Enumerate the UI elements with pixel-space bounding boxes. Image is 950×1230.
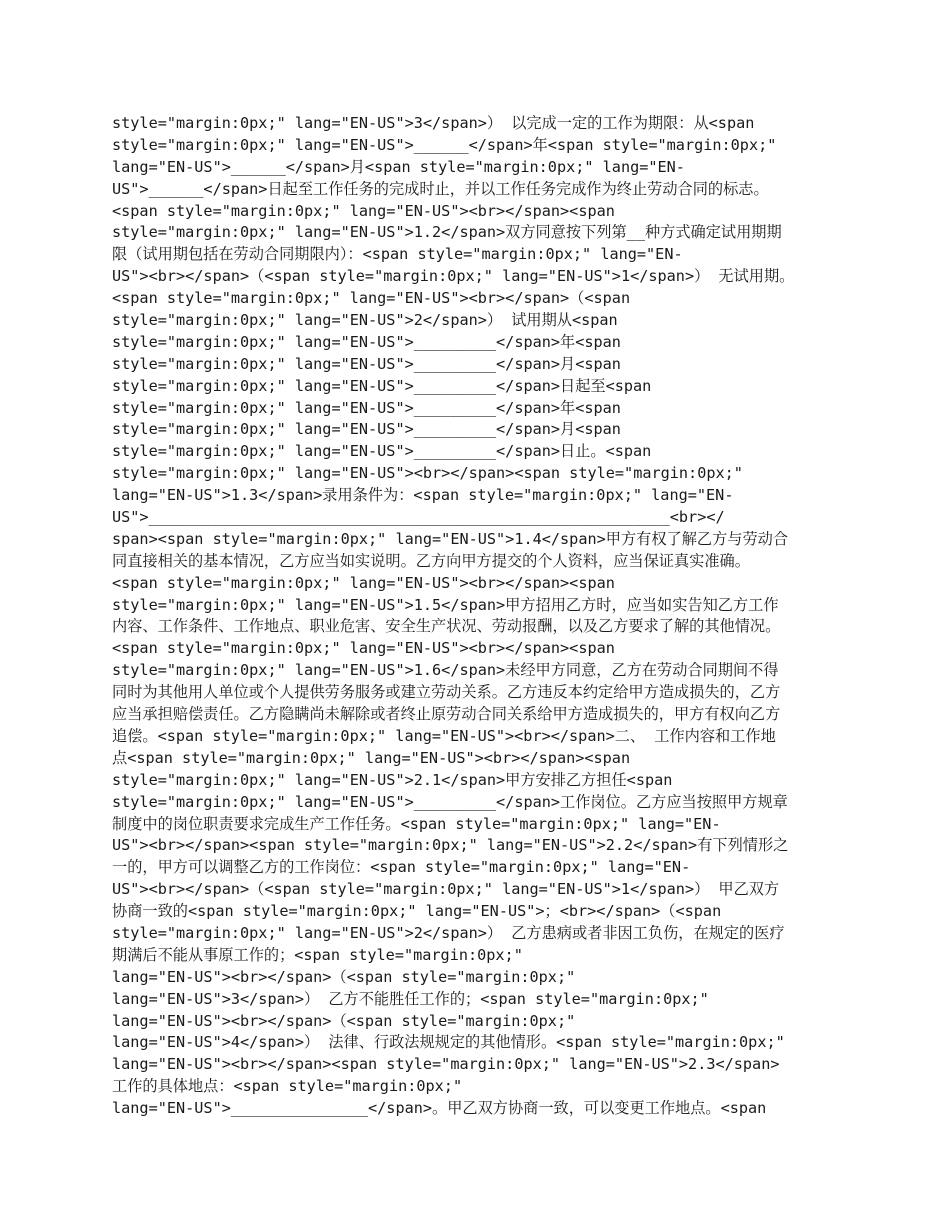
text-line: style="margin:0px;" lang="EN-US">1.5</span>甲方招用乙方时，应当如实告知乙方工作 <box>112 595 779 614</box>
text-line: <span style="margin:0px;" lang="EN-US"><br></span><span <box>112 201 615 220</box>
text-line: style="margin:0px;" lang="EN-US">_________</span>工作岗位。乙方应当按照甲方规章 <box>112 792 788 811</box>
text-line: 同直接相关的基本情况，乙方应当如实说明。乙方向甲方提交的个人资料，应当保证真实准确。 <box>112 551 750 570</box>
text-line: lang="EN-US"><br></span><span style="margin:0px;" lang="EN-US">2.3</span> <box>112 1055 780 1074</box>
text-line: 工作的具体地点：<span style="margin:0px;" <box>112 1077 463 1096</box>
text-line: <span style="margin:0px;" lang="EN-US"><br></span>（<span <box>112 289 631 308</box>
text-line: style="margin:0px;" lang="EN-US">3</span>） 以完成一定的工作为期限：从<span <box>112 114 755 132</box>
text-line: US">______</span>日起至工作任务的完成时止，并以工作任务完成作为终止劳动合同的标志。 <box>112 179 769 198</box>
text-line: lang="EN-US">3</span>） 乙方不能胜任工作的；<span style="margin:0px;" <box>112 989 709 1008</box>
text-line: style="margin:0px;" lang="EN-US">1.6</span>未经甲方同意，乙方在劳动合同期间不得 <box>112 661 779 680</box>
text-line: style="margin:0px;" lang="EN-US">2</span>） 试用期从<span <box>112 311 618 330</box>
text-line: lang="EN-US"><br></span>（<span style="margin:0px;" <box>112 1011 576 1030</box>
text-line: <span style="margin:0px;" lang="EN-US"><br></span><span <box>112 573 615 592</box>
text-line: style="margin:0px;" lang="EN-US">2.1</span>甲方安排乙方担任<span <box>112 770 673 789</box>
text-line: style="margin:0px;" lang="EN-US">_________</span>年<span <box>112 398 621 417</box>
text-line: style="margin:0px;" lang="EN-US">_________</span>年<span <box>112 332 621 351</box>
text-line: US"><br></span>（<span style="margin:0px;" lang="EN-US">1</span>） 甲乙双方 <box>112 880 780 899</box>
text-line: 一的，甲方可以调整乙方的工作岗位：<span style="margin:0px;" lang="EN- <box>112 858 691 877</box>
text-line: US"><br></span><span style="margin:0px;" lang="EN-US">2.2</span>有下列情形之 <box>112 836 789 855</box>
document-body-text <box>112 113 842 1120</box>
text-line: style="margin:0px;" lang="EN-US">_________</span>月<span <box>112 354 621 373</box>
text-line: 限（试用期包括在劳动合同期限内）：<span style="margin:0px;" lang="EN- <box>112 245 683 264</box>
text-line: lang="EN-US"><br></span>（<span style="margin:0px;" <box>112 967 576 986</box>
text-line: style="margin:0px;" lang="EN-US">2</span>） 乙方患病或者非因工负伤，在规定的医疗 <box>112 923 785 942</box>
text-line: lang="EN-US">1.3</span>录用条件为：<span style="margin:0px;" lang="EN- <box>112 486 734 505</box>
text-line: 追偿。<span style="margin:0px;" lang="EN-US"><br></span>二、 工作内容和工作地 <box>112 726 776 745</box>
text-line: US">_________________________________________________________<br></ <box>112 508 725 527</box>
text-line: lang="EN-US">4</span>） 法律、行政法规规定的其他情形。<span style="margin:0px;" <box>112 1033 785 1052</box>
text-line: lang="EN-US">_______________</span>。甲乙双方协商一致，可以变更工作地点。<span <box>112 1099 767 1118</box>
text-line: style="margin:0px;" lang="EN-US">_________</span>日止。<span <box>112 442 652 461</box>
text-line: 同时为其他用人单位或个人提供劳务服务或建立劳动关系。乙方违反本约定给甲方造成损失的，乙方 <box>112 683 781 702</box>
text-line: US"><br></span>（<span style="margin:0px;" lang="EN-US">1</span>） 无试用期。 <box>112 267 795 286</box>
text-line: 期满后不能从事原工作的；<span style="margin:0px;" <box>112 945 523 964</box>
text-line: style="margin:0px;" lang="EN-US">______</span>年<span style="margin:0px;" <box>112 135 777 154</box>
text-line: style="margin:0px;" lang="EN-US">_________</span>日起至<span <box>112 376 652 395</box>
text-line: span><span style="margin:0px;" lang="EN-US">1.4</span>甲方有权了解乙方与劳动合 <box>112 529 789 548</box>
text-line: 内容、工作条件、工作地点、职业危害、安全生产状况、劳动报酬，以及乙方要求了解的其他情况。 <box>112 617 781 636</box>
text-line: style="margin:0px;" lang="EN-US"><br></span><span style="margin:0px;" <box>112 464 743 483</box>
text-line: style="margin:0px;" lang="EN-US">_________</span>月<span <box>112 420 621 439</box>
text-line: lang="EN-US">______</span>月<span style="margin:0px;" lang="EN- <box>112 157 685 176</box>
text-line: 制度中的岗位职责要求完成生产工作任务。<span style="margin:0px;" lang="EN- <box>112 814 721 833</box>
text-line: 点<span style="margin:0px;" lang="EN-US"><br></span><span <box>112 748 631 767</box>
text-line: 协商一致的<span style="margin:0px;" lang="EN-US">；<br></span>（<span <box>112 902 722 921</box>
text-line: <span style="margin:0px;" lang="EN-US"><br></span><span <box>112 639 615 658</box>
text-line: 应当承担赔偿责任。乙方隐瞒尚未解除或者终止原劳动合同关系给甲方造成损失的，甲方有权向乙方 <box>112 705 781 724</box>
text-line: style="margin:0px;" lang="EN-US">1.2</span>双方同意按下列第__种方式确定试用期期 <box>112 223 782 242</box>
